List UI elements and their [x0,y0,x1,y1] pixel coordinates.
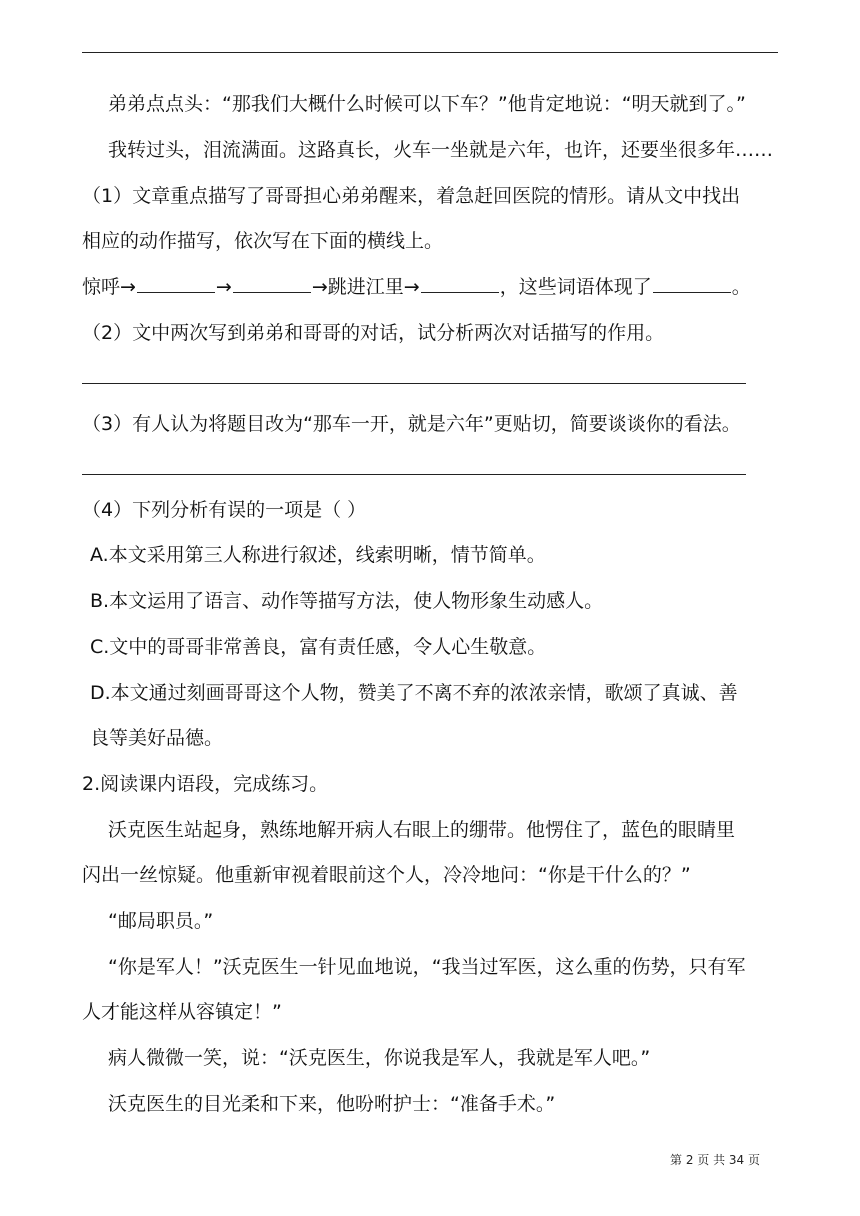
passage-line: 沃克医生的目光柔和下来，他吩咐护士：“准备手术。” [108,1093,556,1115]
fill-end: 。 [731,276,751,298]
option-d: D.本文通过刻画哥哥这个人物，赞美了不离不弃的浓浓亲情，歌颂了真诚、善 [90,682,738,704]
option-a: A.本文采用第三人称进行叙述，线索明晰，情节简单。 [90,544,546,566]
option-b: B.本文运用了语言、动作等描写方法，使人物形象生动感人。 [90,590,604,612]
question-4-text: （4）下列分析有误的一项是（ ） [82,499,367,521]
answer-line-q3[interactable] [82,474,746,475]
passage-line: “你是军人！”沃克医生一针见血地说，“我当过军医，这么重的伤势，只有军 [108,956,746,978]
fill-mid: →跳进江里→ [311,276,420,298]
question-2-text: （2）文中两次写到弟弟和哥哥的对话，试分析两次对话描写的作用。 [82,322,665,344]
fill-start: 惊呼→ [82,276,136,298]
fill-arrow: → [215,276,232,298]
passage-line: 人才能这样从容镇定！” [82,1001,282,1023]
option-d-cont: 良等美好品德。 [90,727,224,749]
answer-blank-3[interactable] [421,291,499,293]
option-c: C.文中的哥哥非常善良，富有责任感，令人心生敬意。 [90,636,547,658]
passage-line: 病人微微一笑，说：“沃克医生，你说我是军人，我就是军人吧。” [108,1047,651,1069]
question-1-text-cont: 相应的动作描写，依次写在下面的横线上。 [82,230,444,252]
header-rule [82,52,778,53]
passage-line: “邮局职员。” [108,910,214,932]
passage-line: 我转过头，泪流满面。这路真长，火车一坐就是六年，也许，还要坐很多年…… [108,139,774,161]
answer-blank-4[interactable] [653,291,731,293]
passage-line: 弟弟点点头：“那我们大概什么时候可以下车？”他肯定地说：“明天就到了。” [108,93,746,115]
fill-tail: ，这些词语体现了 [499,276,652,298]
passage-line: 闪出一丝惊疑。他重新审视着眼前这个人，冷冷地问：“你是干什么的？” [82,864,691,886]
section-2-heading: 2.阅读课内语段，完成练习。 [82,773,329,795]
page-number: 第 2 页 共 34 页 [670,1153,760,1167]
question-3-text: （3）有人认为将题目改为“那车一开，就是六年”更贴切，简要谈谈你的看法。 [82,413,741,435]
answer-line-q2[interactable] [82,383,746,384]
answer-blank-1[interactable] [137,291,215,293]
passage-line: 沃克医生站起身，熟练地解开病人右眼上的绷带。他愣住了，蓝色的眼睛里 [108,819,736,841]
fill-in-line [82,274,782,300]
answer-blank-2[interactable] [233,291,311,293]
question-1-text: （1）文章重点描写了哥哥担心弟弟醒来，着急赶回医院的情形。请从文中找出 [82,185,741,207]
